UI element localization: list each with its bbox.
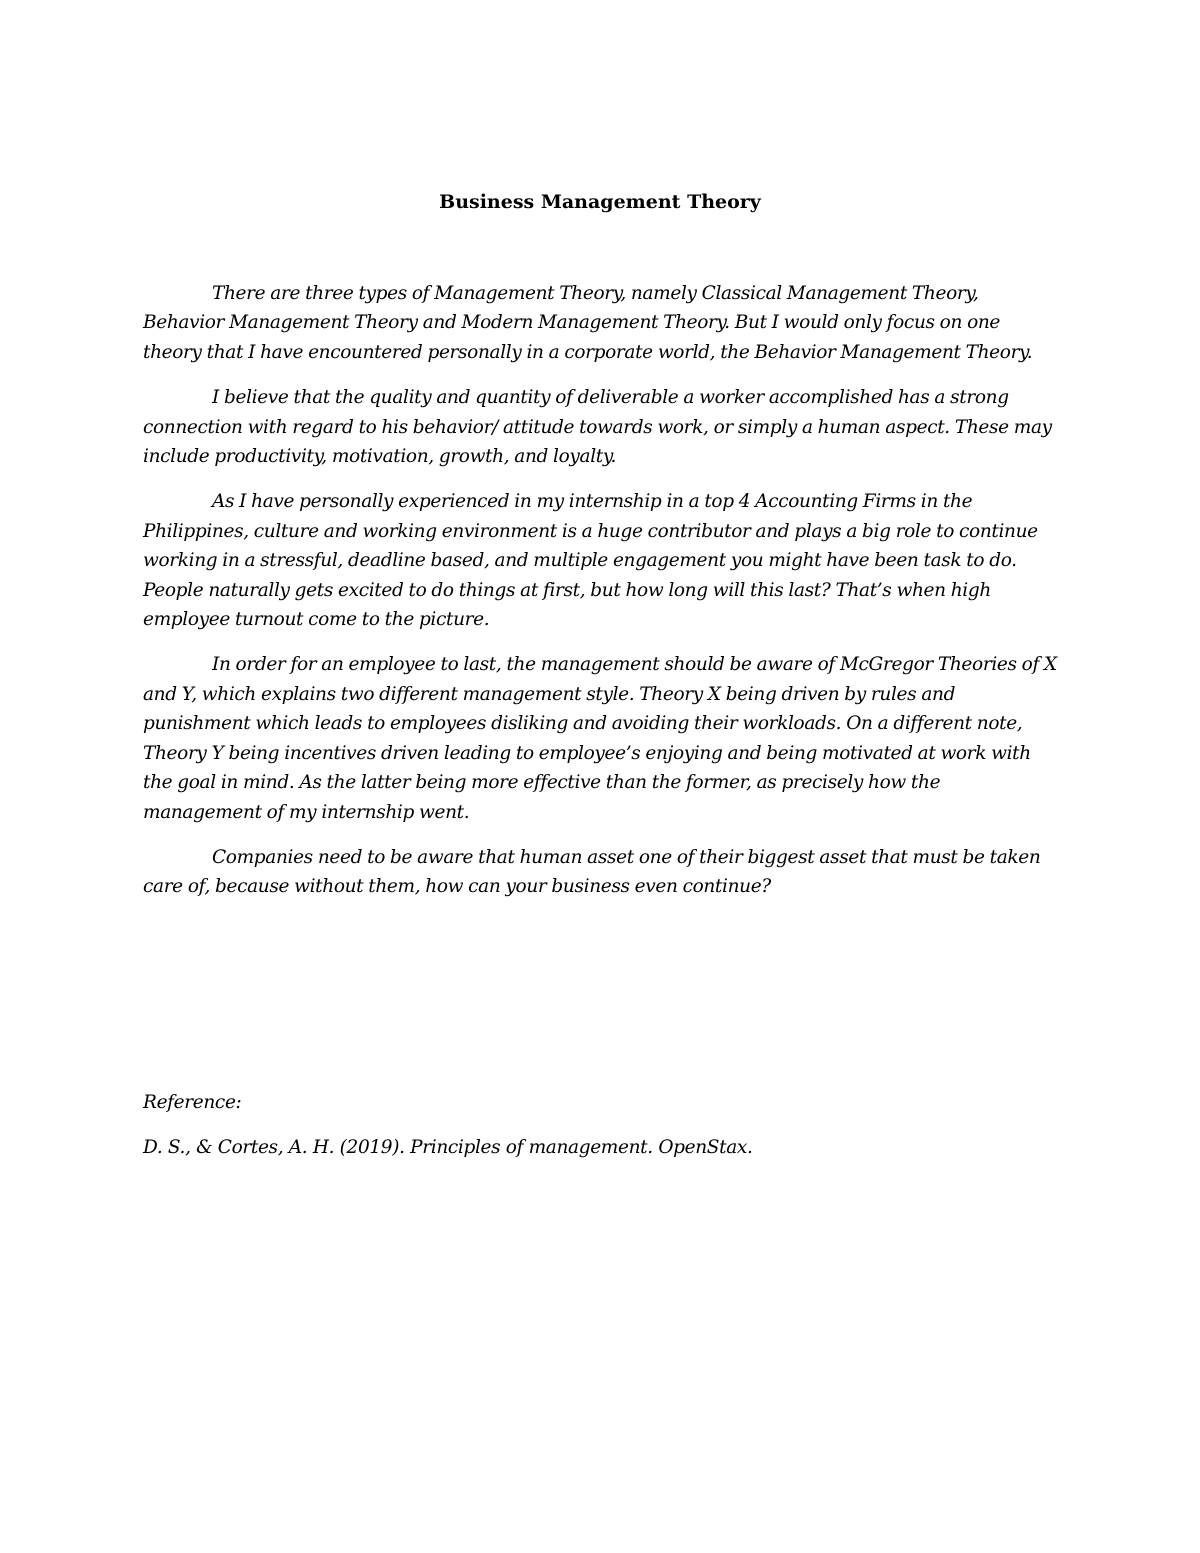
- document-title: Business Management Theory: [439, 191, 761, 213]
- paragraph-3: As I have personally experienced in my internship in a top 4 Accounting Firms in the Philippines, culture and working environment is a huge contributor and plays a big role to continue working in a stressful, deadline based, and multiple engagement you might have been task to do. People naturally gets excited to do things at first, but how long will this last? That’s when high employee turnout come to the picture.: [143, 491, 1038, 631]
- paragraph-5: Companies need to be aware that human asset one of their biggest asset that must be taken care of, because without them, how can your business even continue?: [143, 846, 1041, 898]
- document-body: [143, 279, 1059, 918]
- paragraph-4: In order for an employee to last, the management should be aware of McGregor Theories of X and Y, which explains two different management style. Theory X being driven by rules and punishment which leads to employees disliking and avoiding their workloads. On a different note, Theory Y being incentives driven leading to employee’s enjoying and being motivated at work with the goal in mind. As the latter being more effective than the former, as precisely how the management of my internship went.: [143, 654, 1057, 823]
- reference-section: [143, 1088, 1059, 1163]
- reference-entry: D. S., & Cortes, A. H. (2019). Principles of management. OpenStax.: [143, 1137, 753, 1159]
- reference-heading: Reference:: [143, 1092, 242, 1113]
- paragraph-1: There are three types of Management Theory, namely Classical Management Theory, Behavior Management Theory and Modern Management Theory. But I would only focus on one theory that I have encountered personally in a corporate world, the Behavior Management Theory.: [143, 283, 1033, 363]
- paragraph-2: I believe that the quality and quantity of deliverable a worker accomplished has a strong connection with regard to his behavior/ attitude towards work, or simply a human aspect. These may include productivity, motivation, growth, and loyalty.: [143, 387, 1052, 468]
